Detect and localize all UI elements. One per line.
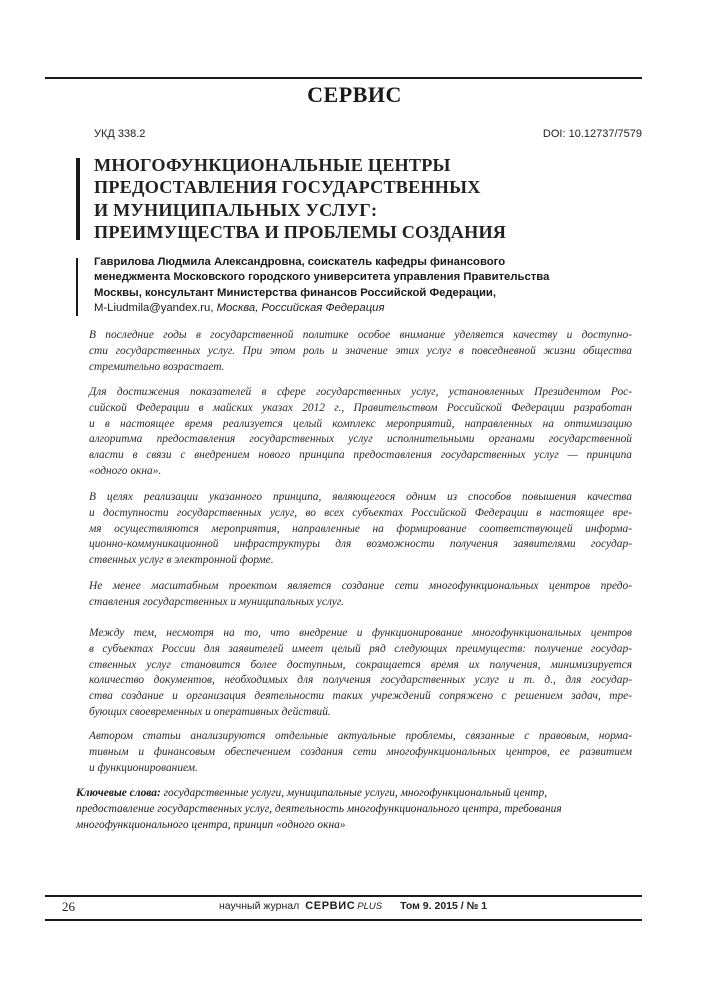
abstract-line: ставления государственных и муниципальных услуг. [89, 595, 344, 608]
journal-info [219, 900, 487, 912]
abstract-line: Между тем, несмотря на то, что внедрение и функционирование многофункциональных центров [89, 627, 632, 639]
abstract-line: ционно-коммуникационной инфраструктуры для возможности получения заявителями государ- [89, 538, 632, 551]
abstract-line: в субъектах России для заявителей имеет целый ряд следующих преимуществ: получение государ- [89, 642, 632, 655]
author-email[interactable]: M-Liudmila@yandex.ru, [94, 301, 214, 314]
abstract-paragraph-2 [89, 385, 632, 480]
abstract-line: количество документов, необходимых для получения государственных услуг и т. д., для государ- [89, 674, 632, 687]
keywords-label: Ключевые слова: [76, 787, 161, 799]
abstract-paragraph-4 [89, 579, 632, 611]
author-line: Гаврилова Людмила Александровна, соискатель кафедры финансового [94, 256, 506, 268]
author-block [94, 255, 654, 316]
author-location: Москва, Российская Федерация [216, 301, 385, 314]
abstract-line: стремительно возрастает. [89, 360, 225, 373]
abstract-line: ственных услуг становится более доступным, сокращается время их получения, минимизируется [89, 658, 632, 671]
abstract-line: алгоритма предоставления государственных услуг исполнительными органами государственной [89, 433, 632, 446]
abstract-line: «одного окна». [89, 464, 162, 477]
keywords-block [76, 786, 646, 833]
title-line: ПРЕИМУЩЕСТВА И ПРОБЛЕМЫ СОЗДАНИЯ [94, 221, 507, 242]
abstract-line: ства создание и организация деятельности таких учреждений сопряжено с решением задач, тре- [89, 690, 632, 703]
doi: DOI: 10.12737/7579 [542, 128, 642, 140]
header-top-rule [45, 77, 642, 79]
footer-bottom-rule [45, 919, 642, 921]
abstract-line: и доступности государственных услуг, во всех субъектах Российской Федерации в настоящее вре- [89, 506, 632, 519]
abstract-paragraph-6 [89, 729, 632, 776]
abstract-line: Не менее масштабным проектом является создание сети многофункциональных центров предо- [89, 580, 632, 592]
abstract-line: и функционированием. [89, 761, 198, 774]
author-line: менеджмента Московского городского университета управления Правительства [94, 271, 550, 284]
section-title: СЕРВИС [307, 82, 402, 107]
author-line: Москвы, консультант Министерства финансов Российской Федерации, [94, 286, 496, 299]
keywords-text: многофункционального центра, принцип «одного окна» [76, 818, 346, 831]
abstract-paragraph-5 [89, 626, 632, 721]
abstract-line: Автором статьи анализируются отдельные актуальные проблемы, связанные с правовым, норма- [89, 730, 632, 742]
abstract-line: власти в связи с внедрением нового принципа предоставления государственных услуг — принципа [89, 449, 632, 462]
article-title [94, 154, 614, 243]
abstract-line: Для достижения показателей в сфере государственных услуг, установленных Президентом Рос- [89, 386, 632, 398]
abstract-line: ственных услуг в электронной форме. [89, 554, 274, 567]
keywords-text: предоставление государственных услуг, деятельность многофункционального центра, требования [76, 802, 562, 815]
abstract-line: сти государственных услуг. При этом роль и значение этих услуг в повседневной жизни общества [89, 344, 632, 357]
author-accent-bar [76, 258, 78, 316]
title-line: МНОГОФУНКЦИОНАЛЬНЫЕ ЦЕНТРЫ [94, 155, 451, 175]
title-line: И МУНИЦИПАЛЬНЫХ УСЛУГ: [94, 199, 378, 220]
page-number: 26 [62, 899, 75, 914]
abstract-line: бующих своевременных и оперативных действий. [89, 705, 331, 718]
abstract-paragraph-1 [89, 328, 632, 375]
abstract-line: тивным и финансовым обеспечением создания сети многофункциональных центров, ее развитием [89, 745, 632, 758]
abstract-line: мя осуществляются мероприятия, направленные на формирование соответствующей информа- [89, 522, 632, 535]
abstract-line: В последние годы в государственной политике особое внимание уделяется качеству и доступно- [89, 329, 632, 341]
udc-code: УКД 338.2 [94, 128, 146, 140]
abstract-line: В целях реализации указанного принципа, являющегося одним из способов повышения качества [89, 491, 632, 503]
journal-brand: СЕРВИС [305, 900, 356, 912]
footer-top-rule [45, 895, 642, 897]
keywords-text: государственные услуги, муниципальные услуги, многофункциональный центр, [160, 787, 548, 799]
journal-volume: Том 9. 2015 / № 1 [400, 900, 488, 912]
abstract-line: и в настоящее время реализуется целый комплекс мероприятий, направленных на оптимизацию [89, 417, 632, 430]
title-accent-bar [76, 158, 80, 240]
journal-prefix: научный журнал [219, 900, 300, 912]
journal-plus: PLUS [357, 901, 383, 912]
abstract-line: сийской Федерации в майских указах 2012 г., Правительством Российской Федерации разработан [89, 401, 632, 414]
abstract-paragraph-3 [89, 490, 632, 569]
title-line: ПРЕДОСТАВЛЕНИЯ ГОСУДАРСТВЕННЫХ [94, 177, 481, 198]
